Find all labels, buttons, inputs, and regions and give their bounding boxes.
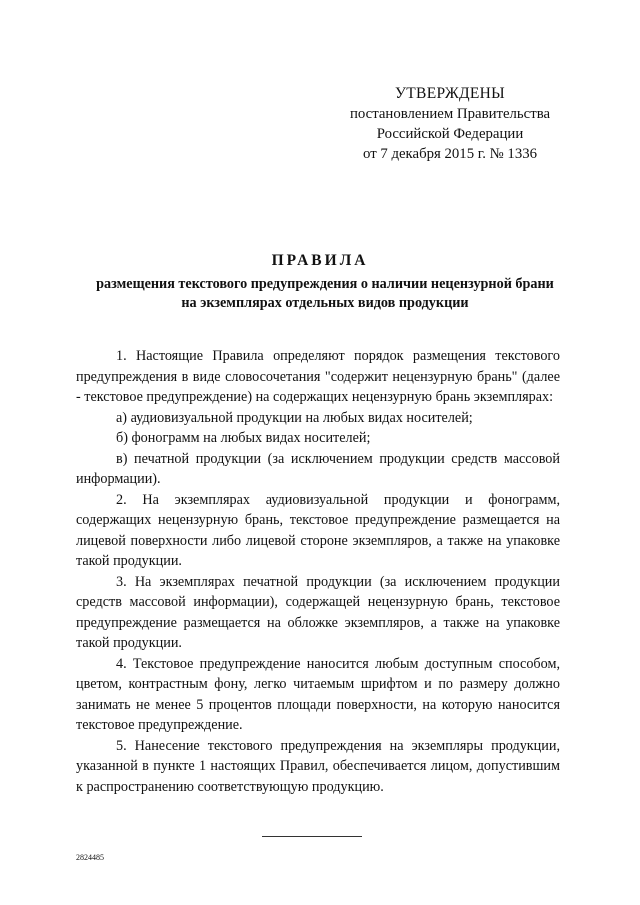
- approval-heading: УТВЕРЖДЕНЫ: [395, 85, 505, 102]
- paragraph-1-item-a: а) аудиовизуальной продукции на любых видах носителей;: [116, 409, 473, 426]
- paragraph-1: 1. Настоящие Правила определяют порядок размещения текстового предупреждения в виде словосочетания "содержит нецензурную брань" (далее - текстовое предупреждение) на содержащих нецензурную брань экземплярах:: [76, 348, 560, 405]
- document-body: [76, 346, 560, 797]
- approval-line-1: постановлением Правительства: [349, 106, 551, 122]
- subtitle-line-1: размещения текстового предупреждения о наличии нецензурной брани: [96, 276, 554, 292]
- paragraph-5: 5. Нанесение текстового предупреждения на экземпляры продукции, указанной в пункте 1 настоящих Правил, обеспечивается лицом, допустившим к распространению соответствующую продукцию.: [76, 737, 560, 795]
- document-code: 2824485: [76, 853, 104, 862]
- approval-line-2: Российской Федерации: [376, 126, 524, 142]
- approval-line-3: от 7 декабря 2015 г. № 1336: [362, 146, 538, 162]
- paragraph-1-item-c: в) печатной продукции (за исключением продукции средств массовой информации).: [76, 450, 560, 487]
- approval-block: [340, 84, 560, 164]
- end-divider: [262, 836, 362, 837]
- paragraph-1-item-b: б) фонограмм на любых видах носителей;: [116, 430, 371, 446]
- subtitle-line-2: на экземплярах отдельных видов продукции: [181, 295, 469, 311]
- document-subtitle: [60, 275, 590, 313]
- document-title: ПРАВИЛА: [271, 252, 369, 269]
- paragraph-2: 2. На экземплярах аудиовизуальной продукции и фонограмм, содержащих нецензурную брань, текстовое предупреждение размещается на лицевой поверхности либо лицевой стороне экземпляров, а также на упаковке такой продукции.: [76, 491, 560, 569]
- paragraph-3: 3. На экземплярах печатной продукции (за исключением продукции средств массовой информации), содержащей нецензурную брань, текстовое предупреждение размещается на обложке экземпляров, а также на упаковке такой продукции.: [76, 573, 560, 651]
- paragraph-4: 4. Текстовое предупреждение наносится любым доступным способом, цветом, контрастным фону, легко читаемым шрифтом и по размеру должно занимать не менее 5 процентов площади поверхности, на которую наносится текстовое предупреждение.: [76, 655, 560, 733]
